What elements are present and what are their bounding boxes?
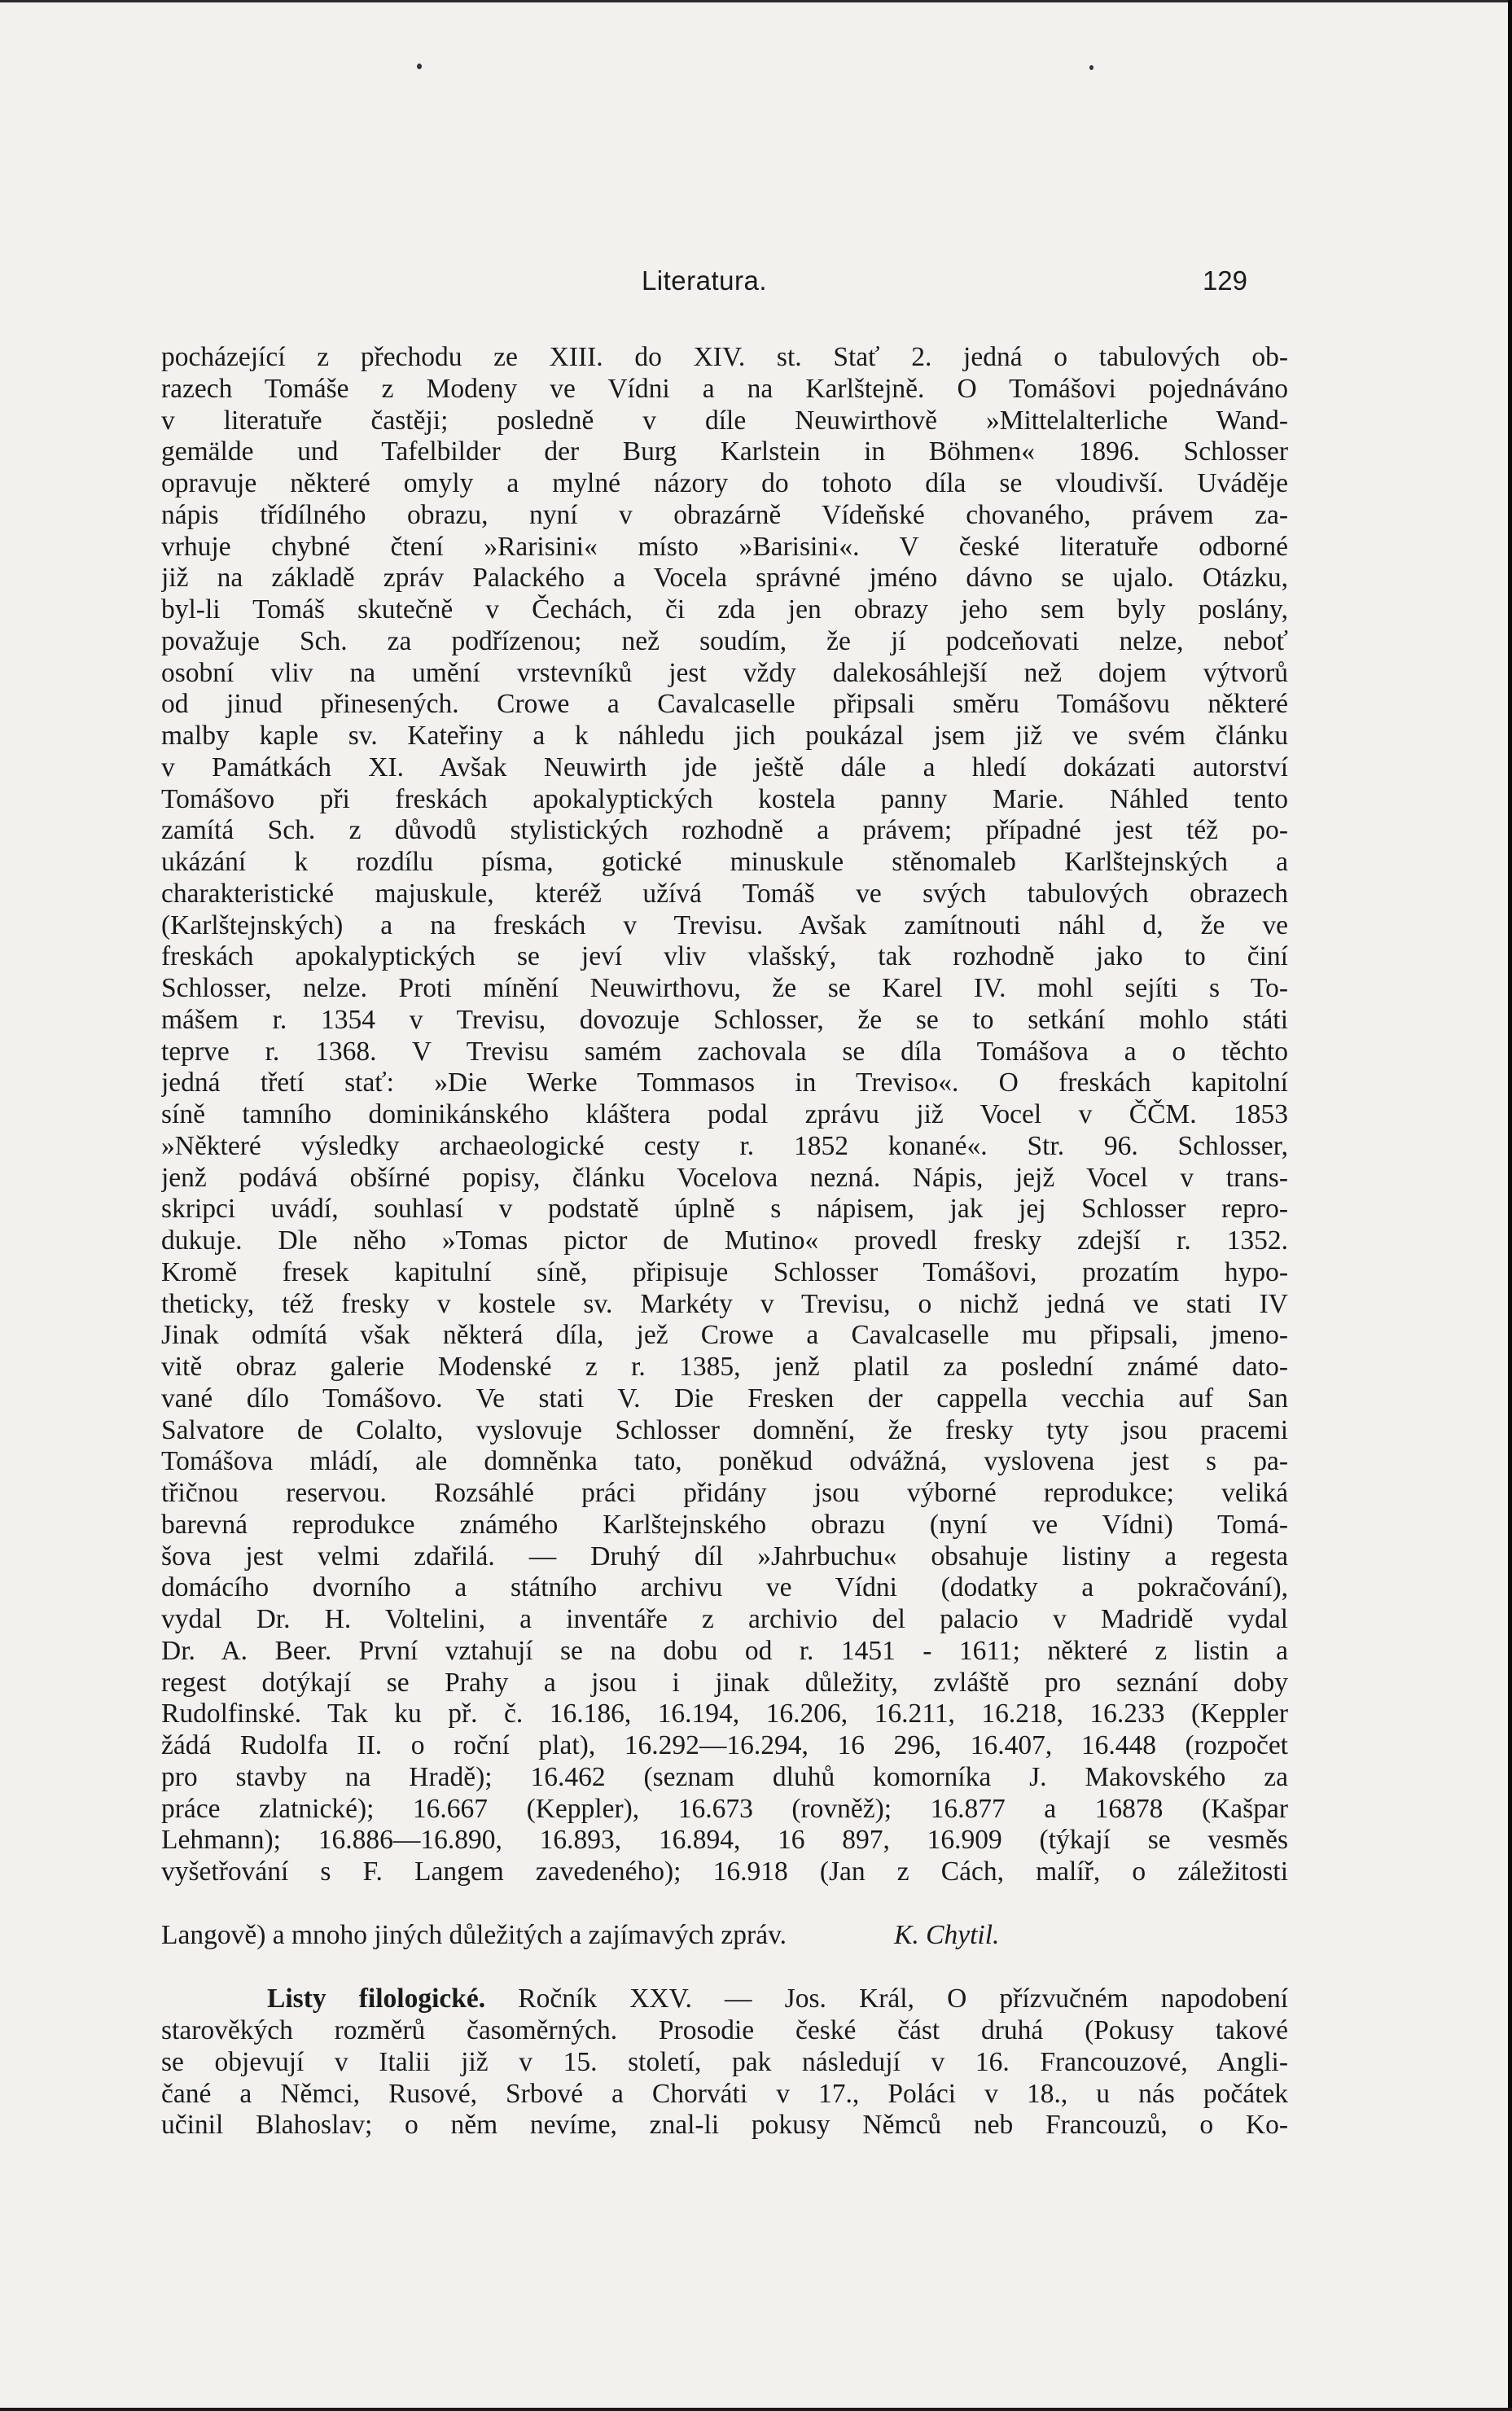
text-line: freskách apokalyptických se jeví vliv vlašský, tak rozhodně jako to činí <box>161 941 1288 972</box>
text-line <box>161 1888 1288 1920</box>
text-line: mášem r. 1354 v Trevisu, dovozuje Schlosser, že se to setkání mohlo státi <box>161 1004 1288 1035</box>
text-line: Rudolfinské. Tak ku př. č. 16.186, 16.194, 16.206, 16.211, 16.218, 16.233 (Keppler <box>161 1699 1288 1729</box>
text-line: Dr. A. Beer. První vztahují se na dobu od r. 1451 - 1611; některé z listin a <box>161 1635 1288 1666</box>
text-line: ukázání k rozdílu písma, gotické minuskule stěnomaleb Karlštejnských a <box>161 847 1288 877</box>
text-line: starověkých rozměrů časoměrných. Prosodie české část druhá (Pokusy takové <box>161 2015 1288 2045</box>
journal-issue: Ročník XXV. — Jos. Král, O přízvučném napodobení <box>518 1984 1288 2014</box>
text-line: vydal Dr. H. Voltelini, a inventáře z archivio del palacio v Madridě vydal <box>161 1604 1288 1634</box>
reviewer-signature: K. Chytil. <box>894 1919 1000 1950</box>
text-line: byl-li Tomáš skutečně v Čechách, či zda jen obrazy jeho sem byly poslány, <box>161 594 1288 625</box>
text-line: žádá Rudolfa II. o roční plat), 16.292—16.294, 16 296, 16.407, 16.448 (rozpočet <box>161 1730 1288 1760</box>
text-line: Lehmann); 16.886—16.890, 16.893, 16.894, 16 897, 16.909 (týkají se vesměs <box>161 1825 1288 1856</box>
text-line-last <box>161 1920 1288 1952</box>
text-line: vitě obraz galerie Modenské z r. 1385, jenž platil za poslední známé dato- <box>161 1352 1288 1382</box>
text-line: od jinud přinesených. Crowe a Cavalcaselle připsali směru Tomášovu některé <box>161 689 1288 720</box>
text-line: vané dílo Tomášovo. Ve stati V. Die Fresken der cappella vecchia auf San <box>161 1383 1288 1414</box>
text-line: pro stavby na Hradě); 16.462 (seznam dluhů komorníka J. Makovského za <box>161 1761 1288 1792</box>
text-line: (Karlštejnských) a na freskách v Trevisu. Avšak zamítnouti náhl d, že ve <box>161 910 1288 940</box>
text-line: charakteristické majuskule, kteréž užívá Tomáš ve svých tabulových obrazech <box>161 878 1288 909</box>
scan-speck <box>1089 65 1093 70</box>
text-line: třičnou reservou. Rozsáhlé práci přidány jsou výborné reprodukce; veliká <box>161 1478 1288 1508</box>
text-line: zamítá Sch. z důvodů stylistických rozhodně a právem; případné jest též po- <box>161 815 1288 846</box>
text-line: gemälde und Tafelbilder der Burg Karlstein in Böhmen« 1896. Schlosser <box>161 436 1288 467</box>
text-line: regest dotýkají se Prahy a jsou i jinak důležity, zvláště pro seznání doby <box>161 1667 1288 1698</box>
text-line: učinil Blahoslav; o něm nevíme, znal-li pokusy Němců neb Francouzů, o Ko- <box>161 2110 1288 2141</box>
text-line: vyšetřování s F. Langem zavedeného); 16.918 (Jan z Cách, malíř, o záležitosti <box>161 1856 1288 1887</box>
text-line: razech Tomáše z Modeny ve Vídni a na Karlštejně. O Tomášovi pojednáváno <box>161 373 1288 404</box>
text-line: Jinak odmítá však některá díla, jež Crowe a Cavalcaselle mu připsali, jmeno- <box>161 1320 1288 1351</box>
text-line: domácího dvorního a státního archivu ve Vídni (dodatky a pokračování), <box>161 1572 1288 1603</box>
scan-edge-top <box>0 0 1512 2</box>
review-paragraph-1 <box>161 342 1288 1951</box>
text-line: barevná reprodukce známého Karlštejnského obrazu (nyní ve Vídni) Tomá- <box>161 1509 1288 1540</box>
text-line: v Památkách XI. Avšak Neuwirth jde ještě dále a hledí dokázati autorství <box>161 752 1288 782</box>
page-body <box>161 342 1288 2141</box>
text-line-first <box>161 1984 1288 2015</box>
text-line: Schlosser, nelze. Proti mínění Neuwirthovu, že se Karel IV. mohl sejíti s To- <box>161 973 1288 1003</box>
text-line: Salvatore de Colalto, vyslovuje Schlosser domnění, že fresky tyty jsou pracemi <box>161 1414 1288 1445</box>
journal-title: Listy filologické. <box>267 1984 486 2014</box>
scan-edge-bottom <box>0 2408 1512 2411</box>
text-line: Kromě fresek kapitulní síně, připisuje Schlosser Tomášovi, prozatím hypo- <box>161 1256 1288 1287</box>
text-line: nápis třídílného obrazu, nyní v obrazárně Vídeňské chovaného, právem za- <box>161 499 1288 530</box>
running-title: Literatura. <box>641 265 768 296</box>
running-header <box>161 265 1247 301</box>
text-line: Tomášova mládí, ale domněnka tato, poněkud odvážná, vyslovena jest s pa- <box>161 1446 1288 1477</box>
text-line: v literatuře častěji; posledně v díle Neuwirthově »Mittelalterliche Wand- <box>161 405 1288 436</box>
review-paragraph-2 <box>161 1984 1288 2141</box>
text-line: osobní vliv na umění vrstevníků jest vždy dalekosáhlejší než dojem výtvorů <box>161 657 1288 688</box>
text-line: se objevují v Italii již v 15. století, pak následují v 16. Francouzové, Angli- <box>161 2046 1288 2077</box>
text-line: skripci uvádí, souhlasí v podstatě úplně s nápisem, jak jej Schlosser repro- <box>161 1194 1288 1225</box>
text-line: vrhuje chybné čtení »Rarisini« místo »Barisini«. V české literatuře odborné <box>161 531 1288 562</box>
text-line: čané a Němci, Rusové, Srbové a Chorváti v 17., Poláci v 18., u nás počátek <box>161 2078 1288 2109</box>
text-line: malby kaple sv. Kateřiny a k náhledu jich poukázal jsem již ve svém článku <box>161 721 1288 751</box>
page-number: 129 <box>1202 265 1247 296</box>
text-line: dukuje. Dle něho »Tomas pictor de Mutino« provedl fresky zdejší r. 1352. <box>161 1225 1288 1256</box>
text-line: Tomášovo při freskách apokalyptických kostela panny Marie. Náhled tento <box>161 783 1288 814</box>
text-line: šova jest velmi zdařilá. — Druhý díl »Jahrbuchu« obsahuje listiny a regesta <box>161 1541 1288 1572</box>
text-line: »Některé výsledky archaeologické cesty r. 1852 konané«. Str. 96. Schlosser, <box>161 1130 1288 1161</box>
text-line: opravuje některé omyly a mylné názory do tohoto díla se vloudivší. Uváděje <box>161 468 1288 498</box>
closing-sentence: Langově) a mnoho jiných důležitých a zajímavých zpráv. <box>161 1919 787 1950</box>
text-line: považuje Sch. za podřízenou; než soudím, že jí podceňovati nelze, neboť <box>161 625 1288 656</box>
text-line: theticky, též fresky v kostele sv. Markéty v Trevisu, o nichž jedná ve stati IV <box>161 1288 1288 1319</box>
text-line: teprve r. 1368. V Trevisu samém zachovala se díla Tomášova a o těchto <box>161 1036 1288 1067</box>
scan-speck <box>417 64 422 69</box>
text-line: pocházející z přechodu ze XIII. do XIV. st. Stať 2. jedná o tabulových ob- <box>161 342 1288 372</box>
text-line: práce zlatnické); 16.667 (Keppler), 16.673 (rovněž); 16.877 a 16878 (Kašpar <box>161 1793 1288 1824</box>
text-line: jenž podává obšírné popisy, článku Vocelova nezná. Nápis, jejž Vocel v trans- <box>161 1162 1288 1193</box>
paragraph-gap <box>161 1951 1288 1984</box>
text-line: síně tamního dominikánského kláštera podal zprávu již Vocel v ČČM. 1853 <box>161 1099 1288 1129</box>
text-line: již na základě zpráv Palackého a Vocela správné jméno dávno se ujalo. Otázku, <box>161 563 1288 594</box>
text-line: jedná třetí stať: »Die Werke Tommasos in Treviso«. O freskách kapitolní <box>161 1067 1288 1098</box>
scan-edge-right <box>1508 0 1512 2411</box>
